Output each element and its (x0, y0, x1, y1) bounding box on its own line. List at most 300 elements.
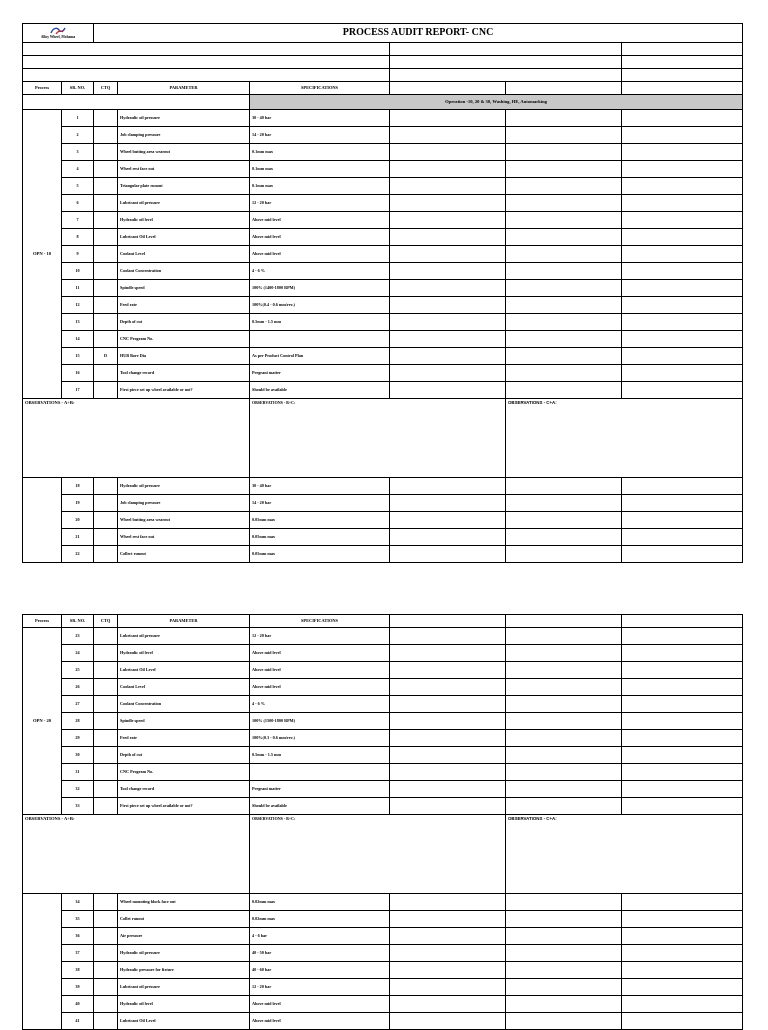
ctq-cell (94, 996, 118, 1013)
observation-entry-cell[interactable] (506, 662, 622, 679)
parameter-cell: Spindle speed (118, 713, 250, 730)
observation-entry-cell[interactable] (390, 911, 506, 928)
parameter-cell: Collect runout (118, 546, 250, 563)
observation-entry-cell[interactable] (506, 945, 622, 962)
observation-entry-cell[interactable] (622, 314, 743, 331)
observation-entry-cell[interactable] (390, 747, 506, 764)
observation-entry-cell[interactable] (622, 263, 743, 280)
specification-cell: 100% (1400-1800 RPM) (250, 280, 390, 297)
ctq-cell (94, 696, 118, 713)
observation-entry-cell[interactable] (622, 246, 743, 263)
table-row (23, 894, 743, 911)
observation-entry-cell[interactable] (622, 628, 743, 645)
observation-entry-cell[interactable] (390, 979, 506, 996)
observations-ab: OBSERVATIONS - A+B: (23, 815, 250, 894)
logo-caption: Alloy Wheel, Mohama (40, 35, 76, 39)
specification-cell: Pregrani matter (250, 365, 390, 382)
observation-entry-cell[interactable] (622, 365, 743, 382)
observation-entry-cell[interactable] (506, 628, 622, 645)
table-row (23, 161, 743, 178)
table-row (23, 798, 743, 815)
specification-cell: 100% (1500-1800 RPM) (250, 713, 390, 730)
ctq-cell (94, 178, 118, 195)
specification-cell: Above mid level (250, 679, 390, 696)
table-row (23, 628, 743, 645)
observation-entry-cell[interactable] (390, 331, 506, 348)
observation-entry-cell[interactable] (390, 962, 506, 979)
sr-cell: 8 (62, 229, 94, 246)
observation-entry-cell[interactable] (390, 781, 506, 798)
header-parameter: PARAMETER (118, 82, 250, 95)
observation-entry-cell[interactable] (506, 365, 622, 382)
sr-cell: 40 (62, 996, 94, 1013)
observations-row (23, 399, 743, 478)
ctq-cell (94, 297, 118, 314)
observation-entry-cell[interactable] (506, 297, 622, 314)
observation-entry-cell[interactable] (622, 478, 743, 495)
sr-cell: 10 (62, 263, 94, 280)
table-row (23, 730, 743, 747)
observation-entry-cell[interactable] (622, 781, 743, 798)
observation-entry-cell[interactable] (506, 110, 622, 127)
observation-entry-cell[interactable] (506, 798, 622, 815)
sr-cell: 12 (62, 297, 94, 314)
ctq-cell (94, 798, 118, 815)
ctq-cell (94, 161, 118, 178)
observation-entry-cell[interactable] (622, 382, 743, 399)
observation-entry-cell[interactable] (506, 764, 622, 781)
observation-entry-cell[interactable] (506, 478, 622, 495)
observation-entry-cell[interactable] (622, 144, 743, 161)
observation-entry-cell[interactable] (622, 945, 743, 962)
specification-cell: Should be available (250, 798, 390, 815)
sr-cell: 38 (62, 962, 94, 979)
observation-entry-cell[interactable] (622, 331, 743, 348)
ctq-cell (94, 195, 118, 212)
observation-entry-cell[interactable] (622, 979, 743, 996)
specification-cell: 100%(0.3 - 0.6 mm/rev.) (250, 730, 390, 747)
ctq-cell (94, 478, 118, 495)
parameter-cell: Coolant Level (118, 246, 250, 263)
observation-entry-cell[interactable] (506, 713, 622, 730)
parameter-cell: Air pressure (118, 928, 250, 945)
observation-entry-cell[interactable] (390, 348, 506, 365)
observation-entry-cell[interactable] (506, 679, 622, 696)
ctq-cell (94, 979, 118, 996)
observation-entry-cell[interactable] (390, 628, 506, 645)
specification-cell: Above mid level (250, 246, 390, 263)
parameter-cell: Feed rate (118, 730, 250, 747)
parameter-cell: Hydraulic oil pressure (118, 110, 250, 127)
parameter-cell: Lubricant Oil Level (118, 1013, 250, 1030)
ctq-cell (94, 928, 118, 945)
observation-entry-cell[interactable] (622, 645, 743, 662)
observation-entry-cell[interactable] (506, 529, 622, 546)
observation-entry-cell[interactable] (622, 679, 743, 696)
observation-entry-cell[interactable] (506, 495, 622, 512)
sr-cell: 7 (62, 212, 94, 229)
rows-group (23, 110, 743, 399)
ctq-cell (94, 127, 118, 144)
observation-entry-cell[interactable] (390, 645, 506, 662)
table-row (23, 280, 743, 297)
observation-entry-cell[interactable] (622, 280, 743, 297)
observation-entry-cell[interactable] (390, 178, 506, 195)
table-row (23, 127, 743, 144)
table-row (23, 1013, 743, 1030)
observation-entry-cell[interactable] (390, 297, 506, 314)
observation-entry-cell[interactable] (390, 144, 506, 161)
observation-entry-cell[interactable] (622, 161, 743, 178)
specification-cell: 0.05mm max (250, 512, 390, 529)
observation-entry-cell[interactable] (506, 781, 622, 798)
observation-entry-cell[interactable] (506, 979, 622, 996)
sr-cell: 32 (62, 781, 94, 798)
observation-entry-cell[interactable] (390, 229, 506, 246)
observation-entry-cell[interactable] (622, 996, 743, 1013)
table-row (23, 365, 743, 382)
table-row (23, 195, 743, 212)
sr-cell: 16 (62, 365, 94, 382)
header-specifications: SPECIFICATIONS (250, 615, 390, 628)
sr-cell: 5 (62, 178, 94, 195)
observation-entry-cell[interactable] (390, 662, 506, 679)
header-sr-no: SR. NO. (62, 82, 94, 95)
observation-entry-cell[interactable] (622, 662, 743, 679)
specification-cell: 12 - 20 bar (250, 628, 390, 645)
parameter-cell: Lubricant Oil Level (118, 229, 250, 246)
operation-band: Operation -10, 20 & 30, Washing, HE, Automarking (250, 95, 743, 110)
specification-cell: Above mid level (250, 1013, 390, 1030)
specification-cell: 40 - 50 bar (250, 945, 390, 962)
observation-entry-cell[interactable] (390, 382, 506, 399)
audit-table-page-2 (22, 614, 743, 1030)
table-row (23, 382, 743, 399)
sr-cell: 18 (62, 478, 94, 495)
specification-cell (250, 764, 390, 781)
observation-entry-cell[interactable] (622, 928, 743, 945)
sr-cell: 1 (62, 110, 94, 127)
parameter-cell: Depth of cut (118, 747, 250, 764)
sr-cell: 36 (62, 928, 94, 945)
observation-entry-cell[interactable] (390, 894, 506, 911)
ctq-cell (94, 764, 118, 781)
parameter-cell: Lubricant oil pressure (118, 195, 250, 212)
company-logo-icon (47, 26, 69, 35)
specification-cell: 0.5mm - 1.5 mm (250, 314, 390, 331)
specification-cell: As per Product Control Plan (250, 348, 390, 365)
observation-entry-cell[interactable] (390, 263, 506, 280)
observation-entry-cell[interactable] (390, 195, 506, 212)
observation-entry-cell[interactable] (506, 962, 622, 979)
observation-entry-cell[interactable] (390, 1013, 506, 1030)
specification-cell: Above mid level (250, 996, 390, 1013)
ctq-cell (94, 713, 118, 730)
observation-entry-cell[interactable] (622, 1013, 743, 1030)
specification-cell: 12 - 20 bar (250, 979, 390, 996)
observation-entry-cell[interactable] (390, 212, 506, 229)
observation-entry-cell[interactable] (622, 730, 743, 747)
observation-entry-cell[interactable] (506, 546, 622, 563)
sr-cell: 13 (62, 314, 94, 331)
observation-entry-cell[interactable] (390, 246, 506, 263)
specification-cell: 12 - 20 bar (250, 195, 390, 212)
table-row (23, 546, 743, 563)
header-ctq: CTQ (94, 82, 118, 95)
sr-cell: 25 (62, 662, 94, 679)
sr-cell: 3 (62, 144, 94, 161)
observation-entry-cell[interactable] (622, 495, 743, 512)
observation-entry-cell[interactable] (390, 280, 506, 297)
ctq-cell (94, 894, 118, 911)
parameter-cell: Lubricant Oil Level (118, 662, 250, 679)
ctq-cell: D (94, 348, 118, 365)
ctq-cell (94, 679, 118, 696)
observation-entry-cell[interactable] (506, 212, 622, 229)
parameter-cell: Feed rate (118, 297, 250, 314)
sr-cell: 19 (62, 495, 94, 512)
sr-cell: 30 (62, 747, 94, 764)
header-row (23, 615, 743, 628)
parameter-cell: Wheel butting area wearout (118, 144, 250, 161)
ctq-cell (94, 280, 118, 297)
observation-entry-cell[interactable] (390, 314, 506, 331)
observation-entry-cell[interactable] (390, 764, 506, 781)
observation-entry-cell[interactable] (622, 798, 743, 815)
observation-entry-cell[interactable] (506, 280, 622, 297)
observation-entry-cell[interactable] (390, 696, 506, 713)
specification-cell: 30 - 40 bar (250, 110, 390, 127)
observation-entry-cell[interactable] (506, 178, 622, 195)
observation-entry-cell[interactable] (506, 1013, 622, 1030)
observation-entry-cell[interactable] (390, 730, 506, 747)
parameter-cell: Hydraulic oil pressure (118, 945, 250, 962)
observation-entry-cell[interactable] (506, 928, 622, 945)
parameter-cell: Job clamping pressure (118, 127, 250, 144)
ctq-cell (94, 747, 118, 764)
parameter-cell: Tool change record (118, 365, 250, 382)
parameter-cell: Hydraulic oil pressure (118, 478, 250, 495)
observation-entry-cell[interactable] (390, 546, 506, 563)
specification-cell: 0.02mm max (250, 911, 390, 928)
ctq-cell (94, 1013, 118, 1030)
observation-entry-cell[interactable] (622, 894, 743, 911)
observation-entry-cell[interactable] (506, 314, 622, 331)
specification-cell: Pregrani matter (250, 781, 390, 798)
process-cell (23, 478, 62, 563)
observation-entry-cell[interactable] (390, 679, 506, 696)
table-row (23, 495, 743, 512)
table-row (23, 314, 743, 331)
ctq-cell (94, 911, 118, 928)
observation-entry-cell[interactable] (506, 263, 622, 280)
observation-entry-cell[interactable] (390, 495, 506, 512)
specification-cell: 14 - 20 bar (250, 127, 390, 144)
observation-entry-cell[interactable] (506, 161, 622, 178)
observation-entry-cell[interactable] (506, 645, 622, 662)
table-row (23, 679, 743, 696)
audit-table-page-1 (22, 23, 743, 563)
observation-entry-cell[interactable] (506, 911, 622, 928)
observation-entry-cell[interactable] (622, 178, 743, 195)
specification-cell: 14 - 20 bar (250, 495, 390, 512)
parameter-cell: First piece set up wheel available or not? (118, 798, 250, 815)
sr-cell: 24 (62, 645, 94, 662)
table-row (23, 781, 743, 798)
observation-entry-cell[interactable] (622, 713, 743, 730)
parameter-cell: Coolant Concentration (118, 696, 250, 713)
table-row (23, 996, 743, 1013)
table-row (23, 331, 743, 348)
observation-entry-cell[interactable] (622, 512, 743, 529)
observation-entry-cell[interactable] (506, 747, 622, 764)
ctq-cell (94, 512, 118, 529)
observation-entry-cell[interactable] (506, 730, 622, 747)
observation-entry-cell[interactable] (390, 512, 506, 529)
observation-entry-cell[interactable] (622, 747, 743, 764)
sr-cell: 14 (62, 331, 94, 348)
sr-cell: 39 (62, 979, 94, 996)
table-row (23, 478, 743, 495)
observations-row (23, 815, 743, 894)
observation-entry-cell[interactable] (506, 331, 622, 348)
observations-ab: OBSERVATIONS - A+B: (23, 399, 250, 478)
ctq-cell (94, 730, 118, 747)
observation-entry-cell[interactable] (390, 996, 506, 1013)
parameter-cell: Lubricant oil pressure (118, 979, 250, 996)
observation-entry-cell[interactable] (390, 798, 506, 815)
specification-cell: Above mid level (250, 662, 390, 679)
ctq-cell (94, 382, 118, 399)
observation-entry-cell[interactable] (622, 764, 743, 781)
parameter-cell: Coolant Concentration (118, 263, 250, 280)
specification-cell: 0.1mm max (250, 178, 390, 195)
observation-entry-cell[interactable] (506, 512, 622, 529)
observation-entry-cell[interactable] (622, 229, 743, 246)
observation-entry-cell[interactable] (390, 161, 506, 178)
sr-cell: 20 (62, 512, 94, 529)
observation-entry-cell[interactable] (622, 911, 743, 928)
rows-group (23, 628, 743, 815)
parameter-cell: First piece set up wheel available or not? (118, 382, 250, 399)
observation-entry-cell[interactable] (506, 127, 622, 144)
ctq-cell (94, 662, 118, 679)
observation-entry-cell[interactable] (506, 894, 622, 911)
observation-entry-cell[interactable] (622, 297, 743, 314)
table-row (23, 212, 743, 229)
ctq-cell (94, 781, 118, 798)
observation-entry-cell[interactable] (506, 348, 622, 365)
table-row (23, 696, 743, 713)
header-process: Process (23, 82, 62, 95)
sr-cell: 17 (62, 382, 94, 399)
sr-cell: 11 (62, 280, 94, 297)
sr-cell: 2 (62, 127, 94, 144)
observation-entry-cell[interactable] (390, 127, 506, 144)
ctq-cell (94, 495, 118, 512)
header-ctq: CTQ (94, 615, 118, 628)
observation-entry-cell[interactable] (390, 945, 506, 962)
observation-entry-cell[interactable] (506, 696, 622, 713)
ctq-cell (94, 263, 118, 280)
table-row (23, 110, 743, 127)
table-row (23, 945, 743, 962)
specification-cell: 30 - 40 bar (250, 478, 390, 495)
header-process: Process (23, 615, 62, 628)
parameter-cell: Job clamping pressure (118, 495, 250, 512)
table-row (23, 979, 743, 996)
observation-entry-cell[interactable] (622, 696, 743, 713)
observations-bc: OBSERVATIONS - B+C: (250, 815, 506, 894)
observation-entry-cell[interactable] (390, 365, 506, 382)
specification-cell: 100%(0.4 - 0.6 mm/rev.) (250, 297, 390, 314)
observation-entry-cell[interactable] (506, 144, 622, 161)
observation-entry-cell[interactable] (622, 212, 743, 229)
observation-entry-cell[interactable] (506, 382, 622, 399)
observation-entry-cell[interactable] (622, 110, 743, 127)
observation-entry-cell[interactable] (390, 529, 506, 546)
sr-cell: 9 (62, 246, 94, 263)
table-row (23, 229, 743, 246)
table-row (23, 928, 743, 945)
observation-entry-cell[interactable] (622, 195, 743, 212)
sr-cell: 31 (62, 764, 94, 781)
sr-cell: 33 (62, 798, 94, 815)
observation-entry-cell[interactable] (622, 546, 743, 563)
observation-entry-cell[interactable] (506, 195, 622, 212)
observation-entry-cell[interactable] (506, 246, 622, 263)
table-row (23, 529, 743, 546)
parameter-cell: CNC Program No. (118, 331, 250, 348)
observations-ca: OBSERVATIONS - C+A: (506, 399, 743, 478)
specification-cell: 4 - 6 % (250, 263, 390, 280)
parameter-cell: HUB Bore Dia (118, 348, 250, 365)
process-cell: OPN - 20 (23, 628, 62, 815)
parameter-cell: Wheel rest face out (118, 161, 250, 178)
observation-entry-cell[interactable] (506, 996, 622, 1013)
parameter-cell: Hydraulic oil level (118, 212, 250, 229)
sr-cell: 26 (62, 679, 94, 696)
observation-entry-cell[interactable] (622, 348, 743, 365)
table-row (23, 962, 743, 979)
sr-cell: 29 (62, 730, 94, 747)
observation-entry-cell[interactable] (390, 110, 506, 127)
observations-ca: OBSERVATIONS - C+A: (506, 815, 743, 894)
observation-entry-cell[interactable] (390, 928, 506, 945)
parameter-cell: Depth of cut (118, 314, 250, 331)
parameter-cell: Wheel butting area wearout (118, 512, 250, 529)
rows-group (23, 894, 743, 1030)
ctq-cell (94, 645, 118, 662)
observation-entry-cell[interactable] (622, 962, 743, 979)
observation-entry-cell[interactable] (622, 529, 743, 546)
ctq-cell (94, 529, 118, 546)
header-specifications: SPECIFICATIONS (250, 82, 390, 95)
parameter-cell: Hydraulic oil level (118, 996, 250, 1013)
sr-cell: 15 (62, 348, 94, 365)
observation-entry-cell[interactable] (390, 478, 506, 495)
table-row (23, 246, 743, 263)
observation-entry-cell[interactable] (390, 713, 506, 730)
sr-cell: 41 (62, 1013, 94, 1030)
parameter-cell: Hydraulic pressure for fixture (118, 962, 250, 979)
sr-cell: 34 (62, 894, 94, 911)
observation-entry-cell[interactable] (506, 229, 622, 246)
table-row (23, 297, 743, 314)
sr-cell: 6 (62, 195, 94, 212)
observation-entry-cell[interactable] (622, 127, 743, 144)
specification-cell: Above mid level (250, 212, 390, 229)
